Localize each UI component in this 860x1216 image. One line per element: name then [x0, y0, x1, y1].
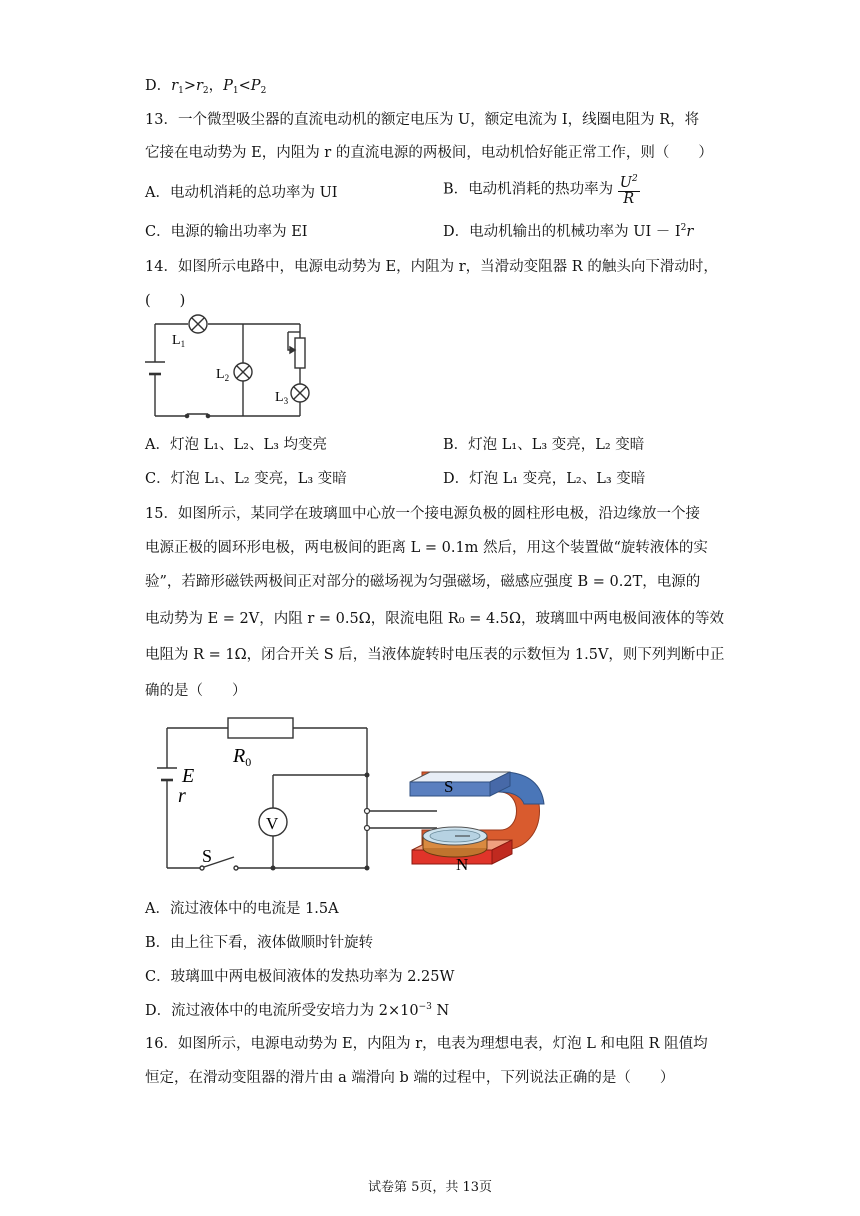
- q15-stem-line2: 电源正极的圆环形电极，两电极间的距离 L = 0.1m 然后，用这个装置做“旋转液体的实: [145, 540, 708, 556]
- label-voltmeter-v: V: [266, 814, 279, 833]
- q14-stem-line2: ( ): [145, 293, 186, 309]
- q15-stem-line5: 电阻为 R = 1Ω，闭合开关 S 后，当液体旋转时电压表的示数恒为 1.5V，则下列判断中正: [145, 647, 725, 663]
- q13-option-d: D．电动机输出的机械功率为 UI － $I^2r$: [443, 223, 694, 240]
- q14-option-d: D．灯泡 L₁ 变亮，L₂、L₃ 变暗: [443, 471, 646, 487]
- q13-option-a: A．电动机消耗的总功率为 UI: [145, 185, 338, 201]
- q13-option-c: C．电源的输出功率为 EI: [145, 224, 308, 240]
- fraction-u2-over-r: $\frac{U^2}{R}$: [619, 174, 638, 207]
- q16-stem-line2: 恒定，在滑动变阻器的滑片由 a 端滑向 b 端的过程中，下列说法正确的是（ ）: [145, 1070, 675, 1086]
- q15-stem-line6: 确的是（ ）: [145, 683, 247, 699]
- q15-option-c: C．玻璃皿中两电极间液体的发热功率为 2.25W: [145, 969, 455, 985]
- label-l1: $L_1$: [172, 333, 186, 349]
- q14-circuit-diagram: [140, 310, 320, 425]
- q15-option-a: A．流过液体中的电流是 1.5A: [145, 901, 339, 917]
- q13-option-b: B．电动机消耗的热功率为 $\frac{U^2}{R}$: [443, 174, 638, 207]
- q14-option-a: A．灯泡 L₁、L₂、L₃ 均变亮: [145, 437, 328, 453]
- label-magnet-n: N: [456, 855, 469, 874]
- q14-stem-line1: 14．如图所示电路中，电源电动势为 E，内阻为 r，当滑动变阻器 R 的触头向下滑动时，: [145, 259, 718, 275]
- q15-stem-line4: 电动势为 E = 2V，内阻 r = 0.5Ω，限流电阻 R₀ = 4.5Ω，玻璃皿中两电极间液体的等效: [145, 611, 725, 627]
- label-e: E: [182, 765, 195, 787]
- label-r0: $R_0$: [233, 745, 252, 769]
- q15-option-d: D．流过液体中的电流所受安培力为 $2\times 10^{-3}$ N: [145, 1002, 450, 1019]
- q15-circuit-and-magnet-diagram: [150, 710, 560, 880]
- label-r: r: [178, 785, 186, 807]
- q15-option-b: B．由上往下看，液体做顺时针旋转: [145, 935, 374, 951]
- label-l2: $L_2$: [216, 367, 230, 383]
- q14-option-b: B．灯泡 L₁、L₃ 变亮，L₂ 变暗: [443, 437, 645, 453]
- q14-option-c: C．灯泡 L₁、L₂ 变亮，L₃ 变暗: [145, 471, 347, 487]
- q13-stem-line1: 13．一个微型吸尘器的直流电动机的额定电压为 U，额定电流为 I，线圈电阻为 R，将: [145, 112, 700, 128]
- label-magnet-s: S: [444, 777, 454, 796]
- label-l3: $L_3$: [275, 390, 289, 406]
- page-footer: 试卷第 5页，共 13页: [367, 1180, 493, 1195]
- label-switch-s: S: [202, 846, 213, 866]
- q12-option-d: D．$r_1>r_2$，$P_1<P_2$: [145, 78, 267, 96]
- q13-stem-line2: 它接在电动势为 E，内阻为 r 的直流电源的两极间，电动机恰好能正常工作，则（ ）: [145, 145, 713, 161]
- q15-stem-line3: 验”，若蹄形磁铁两极间正对部分的磁场视为匀强磁场，磁感应强度 B = 0.2T，电源的: [145, 574, 701, 590]
- q15-stem-line1: 15．如图所示，某同学在玻璃皿中心放一个接电源负极的圆柱形电极，沿边缘放一个接: [145, 506, 700, 522]
- q16-stem-line1: 16．如图所示，电源电动势为 E，内阻为 r，电表为理想电表，灯泡 L 和电阻 R 阻值均: [145, 1036, 708, 1052]
